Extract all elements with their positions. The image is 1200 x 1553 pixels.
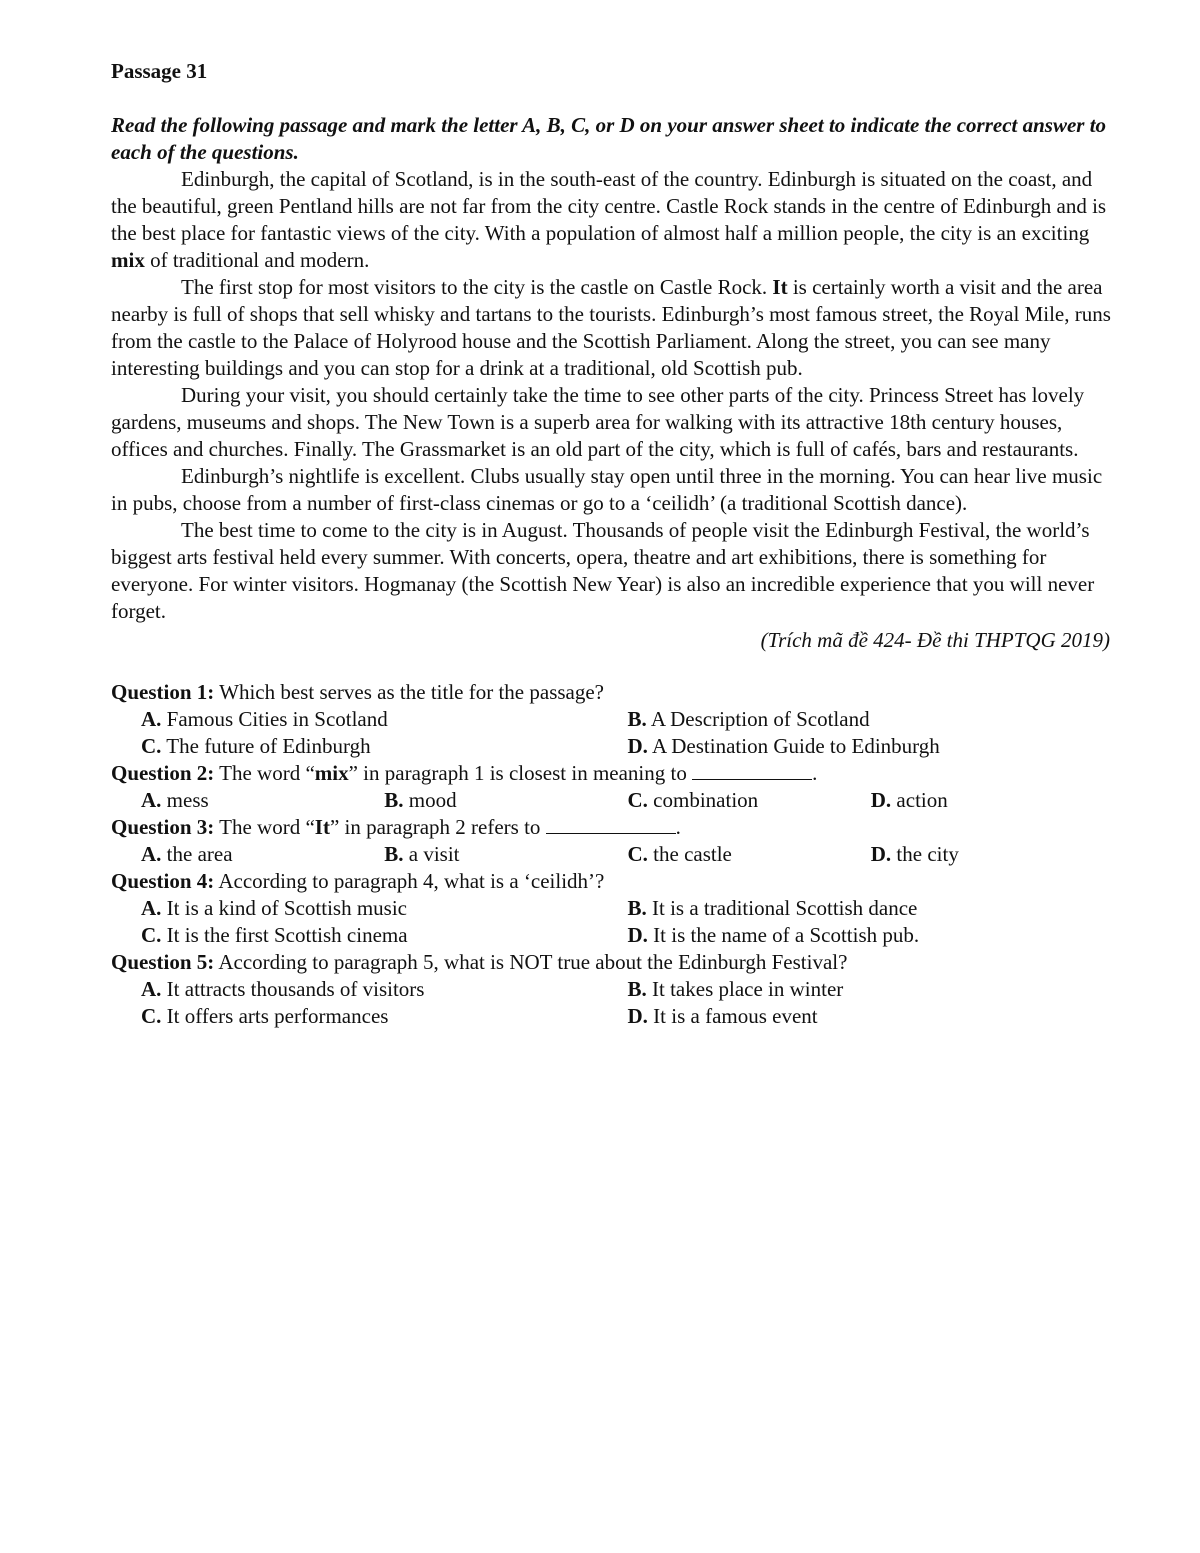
- question-1-option-c: [141, 733, 628, 760]
- option-text: It is a kind of Scottish music: [161, 896, 407, 920]
- option-text: mess: [161, 788, 209, 812]
- question-4-option-b: [628, 895, 1115, 922]
- option-letter: A.: [141, 977, 162, 1001]
- option-letter: B.: [384, 788, 404, 812]
- question-4-option-d: [628, 922, 1115, 949]
- option-letter: D.: [627, 923, 648, 947]
- question-1-text: Which best serves as the title for the passage?: [214, 680, 604, 704]
- paragraph-2-text-b: is certainly worth a visit and the area nearby is full of shops that sell whisky and tartans to the tourists. Edinburgh’s most famous street, the Royal Mile, runs from the castle to the Palace of Holyrood house and the Scottish Parliament. Along the street, you can see many interesting buildings and you can stop for a drink at a traditional, old Scottish pub.: [111, 275, 1111, 380]
- paragraph-2: [111, 274, 1114, 382]
- question-5-label: Question 5:: [111, 950, 215, 974]
- option-text: It is a famous event: [647, 1004, 818, 1028]
- answer-blank: [692, 761, 812, 780]
- option-letter: C.: [141, 923, 162, 947]
- option-text: A Description of Scotland: [646, 707, 870, 731]
- question-5-options-row-1: [111, 976, 1114, 1003]
- question-1-options-row-2: [111, 733, 1114, 760]
- paragraph-1-text-a: Edinburgh, the capital of Scotland, is in the south-east of the country. Edinburgh is situated on the coast, and the beautiful, green Pentland hills are not far from the city centre. Castle Rock stands in the centre of Edinburgh and is the best place for fantastic views of the city. With a population of almost half a million people, the city is an exciting: [111, 167, 1107, 245]
- question-2: [111, 760, 1114, 787]
- passage-title: Passage 31: [111, 59, 208, 83]
- question-3-end: .: [675, 815, 681, 839]
- option-letter: B.: [627, 896, 647, 920]
- question-3-option-a: [141, 841, 384, 868]
- paragraph-1-text-b: of traditional and modern.: [144, 248, 370, 272]
- option-text: the castle: [647, 842, 732, 866]
- option-text: combination: [647, 788, 759, 812]
- question-3-text-b: ” in paragraph 2 refers to: [329, 815, 546, 839]
- question-list: [111, 679, 1114, 1030]
- option-text: It is the name of a Scottish pub.: [647, 923, 920, 947]
- option-letter: D.: [627, 734, 648, 758]
- question-2-option-b: [384, 787, 627, 814]
- option-letter: A.: [141, 707, 162, 731]
- question-5-option-a: [141, 976, 628, 1003]
- question-5-option-c: [141, 1003, 628, 1030]
- question-1-option-a: [141, 706, 628, 733]
- question-1-label: Question 1:: [111, 680, 215, 704]
- paragraph-2-text-a: The first stop for most visitors to the city is the castle on Castle Rock.: [181, 275, 773, 299]
- question-5-option-b: [628, 976, 1115, 1003]
- option-text: action: [891, 788, 948, 812]
- option-text: a visit: [403, 842, 460, 866]
- question-5-text: According to paragraph 5, what is NOT true about the Edinburgh Festival?: [214, 950, 848, 974]
- option-letter: B.: [384, 842, 404, 866]
- question-3-options: [111, 841, 1114, 868]
- paragraph-1-keyword: mix: [111, 248, 145, 272]
- question-4: [111, 868, 1114, 895]
- question-3-text-a: The word “: [214, 815, 315, 839]
- option-letter: C.: [141, 1004, 162, 1028]
- question-4-option-c: [141, 922, 628, 949]
- paragraph-5: The best time to come to the city is in August. Thousands of people visit the Edinburgh Festival, the world’s biggest arts festival held every summer. With concerts, opera, theatre and art exhibitions, there is something for everyone. For winter visitors. Hogmanay (the Scottish New Year) is also an incredible experience that you will never forget.: [111, 518, 1095, 623]
- question-5-options-row-2: [111, 1003, 1114, 1030]
- option-letter: A.: [141, 788, 162, 812]
- option-letter: B.: [627, 977, 647, 1001]
- option-text: the area: [161, 842, 233, 866]
- question-2-text-a: The word “: [214, 761, 315, 785]
- question-4-label: Question 4:: [111, 869, 215, 893]
- option-text: It offers arts performances: [161, 1004, 389, 1028]
- option-text: It takes place in winter: [646, 977, 844, 1001]
- option-letter: B.: [627, 707, 647, 731]
- option-text: the city: [891, 842, 959, 866]
- paragraph-2-keyword: It: [772, 275, 788, 299]
- option-letter: D.: [870, 788, 892, 812]
- question-2-end: .: [812, 761, 818, 785]
- question-1-option-d: [628, 733, 1115, 760]
- question-5: [111, 949, 1114, 976]
- option-letter: A.: [141, 896, 162, 920]
- question-2-options: [111, 787, 1114, 814]
- option-letter: C.: [141, 734, 162, 758]
- option-letter: C.: [627, 842, 648, 866]
- question-2-option-c: [628, 787, 871, 814]
- question-1-option-b: [628, 706, 1115, 733]
- option-text: A Destination Guide to Edinburgh: [647, 734, 940, 758]
- option-letter: D.: [870, 842, 892, 866]
- option-text: It is the first Scottish cinema: [161, 923, 408, 947]
- question-5-option-d: [628, 1003, 1115, 1030]
- question-3: [111, 814, 1114, 841]
- paragraph-3: During your visit, you should certainly take the time to see other parts of the city. Princess Street has lovely gardens, museums and shops. The New Town is a superb area for walking with its attractive 18th century houses, offices and churches. Finally. The Grassmarket is an old part of the city, which is full of cafés, bars and restaurants.: [111, 383, 1085, 461]
- question-3-option-c: [628, 841, 871, 868]
- option-text: Famous Cities in Scotland: [161, 707, 388, 731]
- option-letter: C.: [627, 788, 648, 812]
- paragraph-4: Edinburgh’s nightlife is excellent. Clubs usually stay open until three in the morning. You can hear live music in pubs, choose from a number of first-class cinemas or go to a ‘ceilidh’ (a traditional Scottish dance).: [111, 464, 1103, 515]
- question-4-option-a: [141, 895, 628, 922]
- instruction-text: Read the following passage and mark the letter A, B, C, or D on your answer sheet to indicate the correct answer to each of the questions.: [111, 113, 1107, 164]
- question-1: [111, 679, 1114, 706]
- question-2-keyword: mix: [314, 761, 349, 785]
- option-text: The future of Edinburgh: [161, 734, 371, 758]
- question-3-option-d: [871, 841, 1114, 868]
- question-4-options-row-2: [111, 922, 1114, 949]
- question-2-text-b: ” in paragraph 1 is closest in meaning to: [348, 761, 693, 785]
- question-4-options-row-1: [111, 895, 1114, 922]
- question-3-option-b: [384, 841, 627, 868]
- option-text: It attracts thousands of visitors: [161, 977, 425, 1001]
- option-letter: D.: [627, 1004, 648, 1028]
- question-2-option-a: [141, 787, 384, 814]
- question-3-keyword: It: [314, 815, 330, 839]
- option-text: It is a traditional Scottish dance: [646, 896, 918, 920]
- question-2-label: Question 2:: [111, 761, 215, 785]
- source-citation: (Trích mã đề 424- Đề thi THPTQG 2019): [760, 628, 1110, 652]
- question-3-label: Question 3:: [111, 815, 215, 839]
- paragraph-1: [111, 166, 1114, 274]
- option-text: mood: [403, 788, 457, 812]
- option-letter: A.: [141, 842, 162, 866]
- question-4-text: According to paragraph 4, what is a ‘ceilidh’?: [214, 869, 605, 893]
- answer-blank: [546, 815, 676, 834]
- question-1-options-row-1: [111, 706, 1114, 733]
- question-2-option-d: [871, 787, 1114, 814]
